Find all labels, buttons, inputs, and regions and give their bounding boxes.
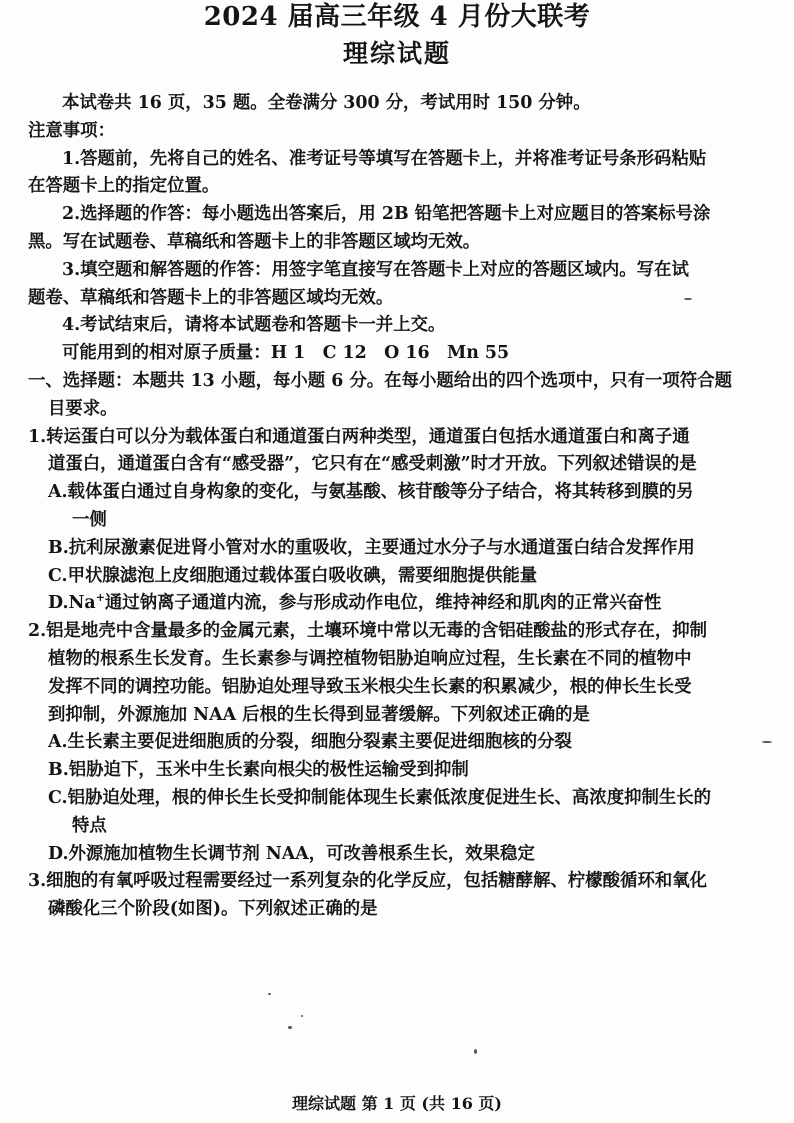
scan-speck (684, 298, 692, 300)
notice-3-line1: 3.填空题和解答题的作答：用签字笔直接写在答题卡上对应的答题区域内。写在试 (62, 259, 689, 280)
exam-subject: 理综试题 (342, 39, 451, 68)
q2-option-b: B.铝胁迫下，玉米中生长素向根尖的极性运输受到抑制 (48, 760, 469, 781)
notice-3-line2: 题卷、草稿纸和答题卡上的非答题区域均无效。 (28, 287, 394, 308)
page-footer: 理综试题 第 1 页 (共 16 页) (292, 1094, 502, 1113)
q3-stem-line2: 磷酸化三个阶段(如图)。下列叙述正确的是 (48, 899, 378, 920)
q2-option-a: A.生长素主要促进细胞质的分裂，细胞分裂素主要促进细胞核的分裂 (48, 732, 572, 753)
scan-speck (474, 1049, 477, 1054)
notice-4-line1: 4.考试结束后，请将本试题卷和答题卡一并上交。 (62, 315, 446, 336)
q2-stem-line1: 2.铝是地壳中含量最多的金属元素，土壤环境中常以无毒的含铝硅酸盐的形式存在，抑制 (28, 621, 708, 642)
notice-1-line1: 1.答题前，先将自己的姓名、准考证号等填写在答题卡上，并将准考证号条形码粘贴 (62, 148, 707, 169)
q1-stem-line2: 道蛋白，通道蛋白含有“感受器”，它只有在“感受刺激”时才开放。下列叙述错误的是 (48, 454, 697, 475)
section-1-heading-cont: 目要求。 (48, 398, 118, 419)
q1-option-d-sup: + (95, 591, 105, 605)
notice-heading: 注意事项： (28, 120, 115, 141)
q1-option-a-cont: 一侧 (72, 509, 107, 530)
notice-2-line2: 黑。写在试题卷、草稿纸和答题卡上的非答题区域均无效。 (28, 231, 481, 252)
scan-speck (762, 741, 772, 743)
q2-option-c-cont: 特点 (72, 815, 107, 836)
q1-option-d-rest: 通过钠离子通道内流，参与形成动作电位，维持神经和肌肉的正常兴奋性 (104, 593, 662, 614)
q2-option-c: C.铝胁迫处理，根的伸长生长受抑制能体现生长素低浓度促进生长、高浓度抑制生长的 (48, 787, 712, 808)
q2-stem-line4: 到抑制，外源施加 NAA 后根的生长得到显著缓解。下列叙述正确的是 (48, 704, 590, 725)
q1-option-c: C.甲状腺滤泡上皮细胞通过载体蛋白吸收碘，需要细胞提供能量 (48, 565, 538, 586)
section-1-heading: 一、选择题：本题共 13 小题，每小题 6 分。在每小题给出的四个选项中，只有一项符合题 (28, 370, 732, 391)
scan-speck (288, 1026, 292, 1029)
q1-option-d (28, 590, 776, 618)
notice-2-line1: 2.选择题的作答：每小题选出答案后，用 2B 铅笔把答题卡上对应题目的答案标号涂 (62, 204, 711, 225)
q1-option-d-prefix: D.Na (48, 593, 96, 614)
q2-stem-line3: 发挥不同的调控功能。铝胁迫处理导致玉米根尖生长素的积累减少，根的伸长生长受 (48, 676, 692, 697)
q2-stem-line2: 植物的根系生长发育。生长素参与调控植物铝胁迫响应过程，生长素在不同的植物中 (48, 648, 692, 669)
atomic-masses: 可能用到的相对原子质量：H 1 C 12 O 16 Mn 55 (62, 343, 510, 364)
q3-stem-line1: 3.细胞的有氧呼吸过程需要经过一系列复杂的化学反应，包括糖酵解、柠檬酸循环和氧化 (28, 871, 708, 892)
intro-text: 本试卷共 16 页，35 题。全卷满分 300 分，考试用时 150 分钟。 (62, 93, 591, 113)
notice-1-line2: 在答题卡上的指定位置。 (28, 176, 220, 197)
q2-option-d: D.外源施加植物生长调节剂 NAA，可改善根系生长，效果稳定 (48, 843, 535, 864)
q1-stem-line1: 1.转运蛋白可以分为载体蛋白和通道蛋白两种类型，通道蛋白包括水通道蛋白和离子通 (28, 426, 690, 447)
scan-speck (301, 1015, 303, 1017)
scan-speck (268, 993, 271, 995)
q1-option-b: B.抗利尿激素促进肾小管对水的重吸收，主要通过水分子与水通道蛋白结合发挥作用 (48, 537, 695, 558)
q1-option-a: A.载体蛋白通过自身构象的变化，与氨基酸、核苷酸等分子结合，将其转移到膜的另 (48, 482, 694, 503)
exam-title: 2024 届高三年级 4 月份大联考 (203, 2, 591, 32)
exam-content (28, 90, 776, 924)
